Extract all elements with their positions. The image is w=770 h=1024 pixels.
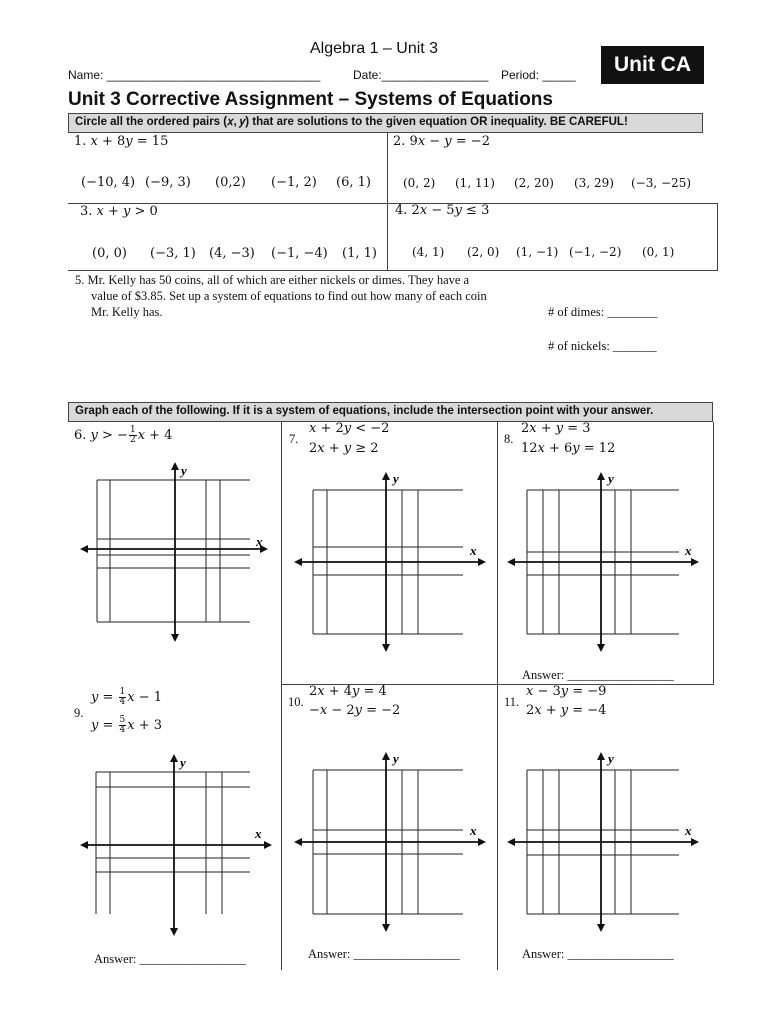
fraction-denominator: 4 (119, 725, 126, 735)
date-field[interactable]: Date:________________ (353, 68, 489, 82)
y-axis-label: y (393, 471, 399, 486)
y-axis-label: y (608, 751, 614, 766)
problem-number: 7. (289, 432, 299, 446)
problem-expression: 2𝑥 + 𝑦 ≥ 2 (309, 441, 379, 456)
problem-expression: 9𝑥 − 𝑦 = −2 (409, 134, 490, 149)
fraction-numerator: 1 (129, 425, 136, 435)
problem-expression: 𝑥 + 8𝑦 = 15 (90, 134, 169, 149)
graph-7[interactable] (290, 468, 490, 653)
divider (497, 422, 498, 970)
pair-option[interactable]: (6, 1) (336, 175, 371, 190)
pair-option[interactable]: (2, 20) (514, 176, 554, 190)
problem-expression (91, 688, 162, 707)
y-axis-label: y (180, 755, 186, 770)
pair-option[interactable]: (0,2) (215, 175, 246, 190)
problem-expression: 2𝑥 + 4𝑦 = 4 (309, 684, 387, 699)
pair-option[interactable]: (1, −1) (516, 245, 559, 259)
pair-option[interactable]: (0, 1) (642, 245, 675, 259)
problem-2 (393, 134, 490, 149)
fraction (129, 426, 137, 445)
section1-instructions: Circle all the ordered pairs (𝑥, 𝑦) that are solutions to the given equation OR inequality. BE CAREFUL! (68, 113, 703, 133)
problem-number: 9. (74, 706, 84, 720)
pair-option[interactable]: (1, 11) (455, 176, 495, 190)
pair-option[interactable]: (−9, 3) (145, 175, 191, 190)
problem-number: 3. (80, 204, 93, 219)
problem-expression: 2𝑥 + 𝑦 = 3 (521, 421, 591, 436)
expression-part: 𝑦 = (91, 718, 118, 733)
fraction-numerator: 5 (119, 715, 126, 725)
dimes-answer-field[interactable]: # of dimes: ________ (548, 305, 658, 319)
pair-option[interactable]: (0, 2) (403, 176, 436, 190)
fraction (119, 688, 127, 707)
page-title: Unit 3 Corrective Assignment – Systems of Equations (68, 89, 553, 110)
answer-field[interactable]: Answer: _________________ (522, 947, 674, 961)
pair-option[interactable]: (−1, −4) (271, 246, 328, 261)
divider (68, 203, 718, 204)
x-axis-label: x (470, 823, 477, 838)
problem-5-text: value of $3.85. Set up a system of equations to find out how many of each coin (91, 289, 487, 303)
problem-5-text: 5. Mr. Kelly has 50 coins, all of which are either nickels or dimes. They have a (75, 273, 470, 287)
x-axis-label: x (255, 826, 262, 841)
pair-option[interactable]: (3, 29) (574, 176, 614, 190)
x-axis-label: x (256, 534, 263, 549)
graph-9[interactable] (80, 752, 280, 937)
divider (281, 422, 282, 970)
problem-3 (80, 204, 158, 219)
problem-5-text: Mr. Kelly has. (91, 305, 163, 319)
pair-option[interactable]: (−3, −25) (631, 176, 692, 190)
pair-option[interactable]: (−10, 4) (81, 175, 136, 190)
problem-expression: 𝑦 > − (90, 428, 128, 443)
answer-field[interactable]: Answer: _________________ (94, 952, 246, 966)
pair-option[interactable]: (4, −3) (209, 246, 255, 261)
problem-number: 1. (74, 134, 87, 149)
expression-part: 𝑦 = (91, 690, 118, 705)
y-axis-label: y (608, 471, 614, 486)
problem-expression: 12𝑥 + 6𝑦 = 12 (521, 441, 616, 456)
divider (68, 270, 718, 271)
pair-option[interactable]: (−1, −2) (569, 245, 622, 259)
problem-6 (74, 426, 172, 445)
problem-expression: 𝑥 + 𝑦 > 0 (96, 204, 158, 219)
problem-expression (91, 716, 162, 735)
course-title: Algebra 1 – Unit 3 (310, 40, 439, 57)
answer-field[interactable]: Answer: _________________ (522, 668, 674, 682)
divider (387, 133, 388, 270)
problem-expression: −𝑥 − 2𝑦 = −2 (309, 703, 401, 718)
pair-option[interactable]: (1, 1) (342, 246, 377, 261)
graph-10[interactable] (290, 748, 490, 933)
answer-field[interactable]: Answer: _________________ (308, 947, 460, 961)
divider (717, 203, 718, 270)
nickels-answer-field[interactable]: # of nickels: _______ (548, 339, 657, 353)
fraction-denominator: 2 (129, 435, 136, 445)
graph-6[interactable] (70, 460, 270, 645)
fraction-numerator: 1 (119, 687, 126, 697)
problem-number: 8. (504, 432, 514, 446)
problem-number: 10. (288, 695, 304, 709)
fraction (119, 716, 127, 735)
pair-option[interactable]: (2, 0) (467, 245, 500, 259)
x-axis-label: x (685, 543, 692, 558)
pair-option[interactable]: (0, 0) (92, 246, 127, 261)
problem-number: 6. (74, 428, 87, 443)
problem-1 (74, 134, 168, 149)
expression-part: 𝑥 + 3 (127, 718, 163, 733)
x-axis-label: x (470, 543, 477, 558)
problem-number: 2. (393, 134, 406, 149)
graph-8[interactable] (505, 468, 705, 653)
fraction-denominator: 4 (119, 697, 126, 707)
section2-instructions: Graph each of the following. If it is a system of equations, include the intersection point with your answer. (68, 402, 713, 422)
pair-option[interactable]: (4, 1) (412, 245, 445, 259)
period-field[interactable]: Period: _____ (501, 68, 576, 82)
problem-expression: 𝑥 + 4 (137, 428, 173, 443)
problem-number: 4. (395, 203, 408, 218)
pair-option[interactable]: (−3, 1) (150, 246, 196, 261)
pair-option[interactable]: (−1, 2) (271, 175, 317, 190)
problem-number: 11. (504, 695, 520, 709)
problem-expression: 2𝑥 − 5𝑦 ≤ 3 (411, 203, 490, 218)
x-axis-label: x (685, 823, 692, 838)
divider (713, 422, 714, 685)
unit-badge: Unit CA (601, 46, 704, 84)
expression-part: 𝑥 − 1 (127, 690, 163, 705)
problem-expression: 2𝑥 + 𝑦 = −4 (526, 703, 607, 718)
y-axis-label: y (393, 751, 399, 766)
problem-4 (395, 203, 489, 218)
problem-expression: 𝑥 + 2𝑦 < −2 (309, 421, 390, 436)
graph-11[interactable] (505, 748, 705, 933)
name-field[interactable]: Name: ________________________________ (68, 68, 321, 82)
problem-expression: 𝑥 − 3𝑦 = −9 (526, 684, 607, 699)
y-axis-label: y (181, 463, 187, 478)
